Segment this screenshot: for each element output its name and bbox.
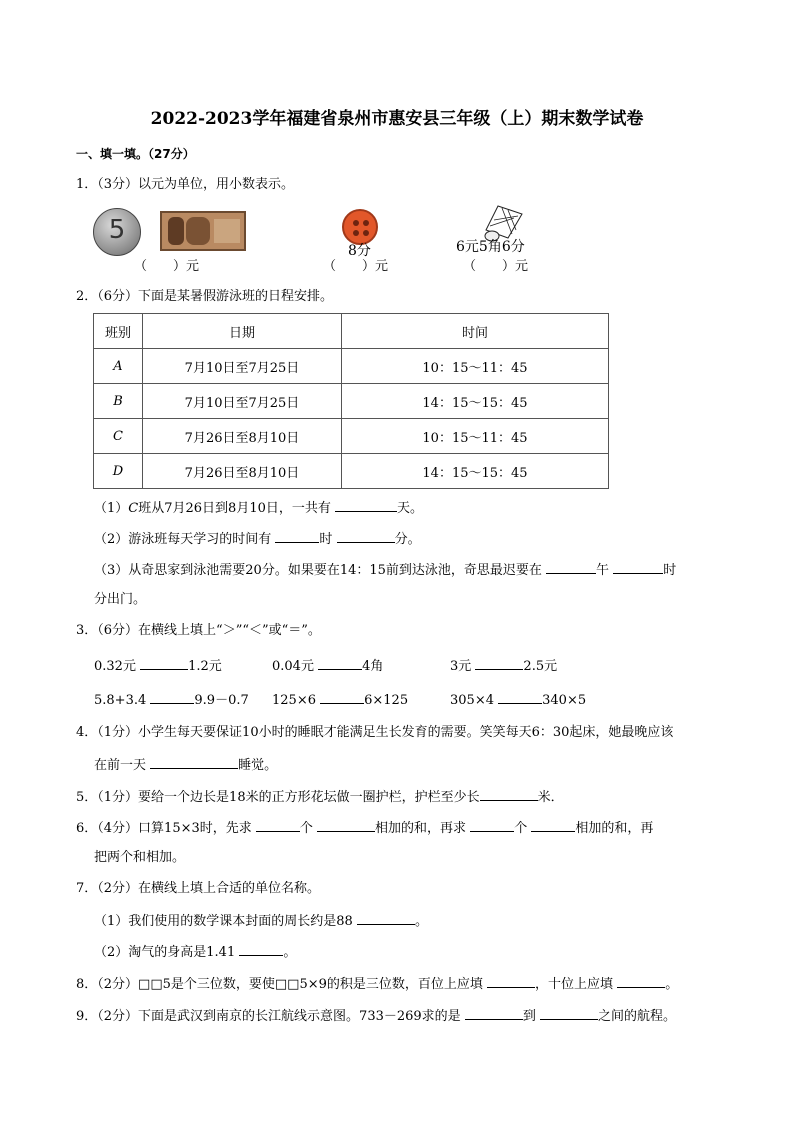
answer-blank[interactable] bbox=[617, 974, 665, 988]
answer-blank[interactable] bbox=[480, 787, 538, 801]
time-cell: 14：15～15：45 bbox=[342, 384, 609, 419]
answer-blank[interactable] bbox=[487, 974, 535, 988]
answer-blank[interactable] bbox=[357, 911, 415, 925]
header-cell: 日期 bbox=[143, 314, 342, 349]
answer-blank[interactable] bbox=[613, 560, 663, 574]
q7-sub2: （2）淘气的身高是1.41 。 bbox=[94, 942, 296, 962]
answer-blank[interactable] bbox=[498, 690, 542, 704]
question-8: 8．（2分）□□5是个三位数，要使□□5×9的积是三位数，百位上应填 ，十位上应填 。 bbox=[76, 974, 678, 994]
compare-item: 5.8+3.4 9.9－0.7 bbox=[94, 690, 249, 710]
class-cell: D bbox=[94, 454, 143, 489]
question-6: 6．（4分）口算15×3时，先求 个 相加的和，再求 个 相加的和，再 bbox=[76, 818, 653, 838]
header-cell: 时间 bbox=[342, 314, 609, 349]
answer-blank[interactable] bbox=[318, 656, 362, 670]
answer-blank[interactable] bbox=[140, 656, 188, 670]
time-cell: 14：15～15：45 bbox=[342, 454, 609, 489]
question-9: 9．（2分）下面是武汉到南京的长江航线示意图。733－269求的是 到 之间的航程。 bbox=[76, 1006, 676, 1026]
answer-blank-1[interactable]: （ ）元 bbox=[134, 259, 200, 274]
answer-blank[interactable] bbox=[337, 529, 395, 543]
q7-sub1: （1）我们使用的数学课本封面的周长约是88 。 bbox=[94, 911, 428, 931]
table-row bbox=[94, 419, 609, 454]
date-cell: 7月10日至7月25日 bbox=[143, 349, 342, 384]
shuttle-price: 6元5角6分 bbox=[456, 239, 525, 255]
schedule-table bbox=[93, 313, 609, 489]
compare-item: 0.32元 1.2元 bbox=[94, 656, 222, 676]
answer-blank[interactable] bbox=[335, 498, 397, 512]
compare-item: 125×6 6×125 bbox=[272, 690, 408, 710]
date-cell: 7月10日至7月25日 bbox=[143, 384, 342, 419]
answer-blank[interactable] bbox=[470, 818, 514, 832]
compare-item: 3元 2.5元 bbox=[450, 656, 557, 676]
answer-blank[interactable] bbox=[320, 690, 364, 704]
answer-blank[interactable] bbox=[256, 818, 300, 832]
answer-blank[interactable] bbox=[150, 755, 238, 769]
table-row bbox=[94, 384, 609, 419]
answer-blank[interactable] bbox=[465, 1006, 523, 1020]
section-heading: 一、填一填。（27分） bbox=[76, 147, 195, 161]
class-cell: C bbox=[94, 419, 143, 454]
answer-blank[interactable] bbox=[540, 1006, 598, 1020]
class-cell: A bbox=[94, 349, 143, 384]
answer-blank-2[interactable]: （ ）元 bbox=[323, 259, 389, 274]
question-4: 4．（1分）小学生每天要保证10小时的睡眠才能满足生长发育的需要。笑笑每天6：30起床，她最晚应该 bbox=[76, 725, 674, 740]
time-cell: 10：15～11：45 bbox=[342, 349, 609, 384]
date-cell: 7月26日至8月10日 bbox=[143, 454, 342, 489]
answer-blank[interactable] bbox=[239, 942, 283, 956]
answer-blank[interactable] bbox=[275, 529, 319, 543]
date-cell: 7月26日至8月10日 bbox=[143, 419, 342, 454]
question-4-cont: 在前一天 睡觉。 bbox=[94, 755, 277, 775]
button-price: 8分 bbox=[348, 243, 371, 259]
answer-blank[interactable] bbox=[317, 818, 375, 832]
answer-blank-3[interactable]: （ ）元 bbox=[463, 259, 529, 274]
q2-sub3-cont: 分出门。 bbox=[94, 592, 147, 607]
page-title: 2022-2023学年福建省泉州市惠安县三年级（上）期末数学试卷 bbox=[150, 109, 644, 129]
answer-blank[interactable] bbox=[531, 818, 575, 832]
coin-image: 5 bbox=[93, 208, 141, 256]
question-6-cont: 把两个和相加。 bbox=[94, 850, 186, 865]
compare-item: 305×4 340×5 bbox=[450, 690, 586, 710]
button-image bbox=[342, 209, 378, 245]
table-row bbox=[94, 349, 609, 384]
question-1: 1．（3分）以元为单位，用小数表示。 bbox=[76, 177, 295, 192]
question-3: 3．（6分）在横线上填上“＞”“＜”或“＝”。 bbox=[76, 623, 321, 638]
q2-sub3: （3）从奇思家到泳池需要20分。如果要在14：15前到达泳池，奇思最迟要在 午 时 bbox=[94, 560, 676, 580]
answer-blank[interactable] bbox=[150, 690, 194, 704]
question-7: 7．（2分）在横线上填上合适的单位名称。 bbox=[76, 881, 321, 896]
q2-sub2: （2）游泳班每天学习的时间有 时 分。 bbox=[94, 529, 421, 549]
compare-item: 0.04元 4角 bbox=[272, 656, 383, 676]
header-cell: 班别 bbox=[94, 314, 143, 349]
class-cell: B bbox=[94, 384, 143, 419]
answer-blank[interactable] bbox=[475, 656, 523, 670]
banknote-image bbox=[160, 211, 246, 251]
table-row bbox=[94, 454, 609, 489]
question-2: 2．（6分）下面是某暑假游泳班的日程安排。 bbox=[76, 289, 334, 304]
q2-sub1: （1）C班从7月26日到8月10日，一共有 天。 bbox=[94, 498, 423, 518]
question-5: 5．（1分）要给一个边长是18米的正方形花坛做一圈护栏，护栏至少长 米． bbox=[76, 787, 564, 807]
table-header-row bbox=[94, 314, 609, 349]
time-cell: 10：15～11：45 bbox=[342, 419, 609, 454]
answer-blank[interactable] bbox=[546, 560, 596, 574]
